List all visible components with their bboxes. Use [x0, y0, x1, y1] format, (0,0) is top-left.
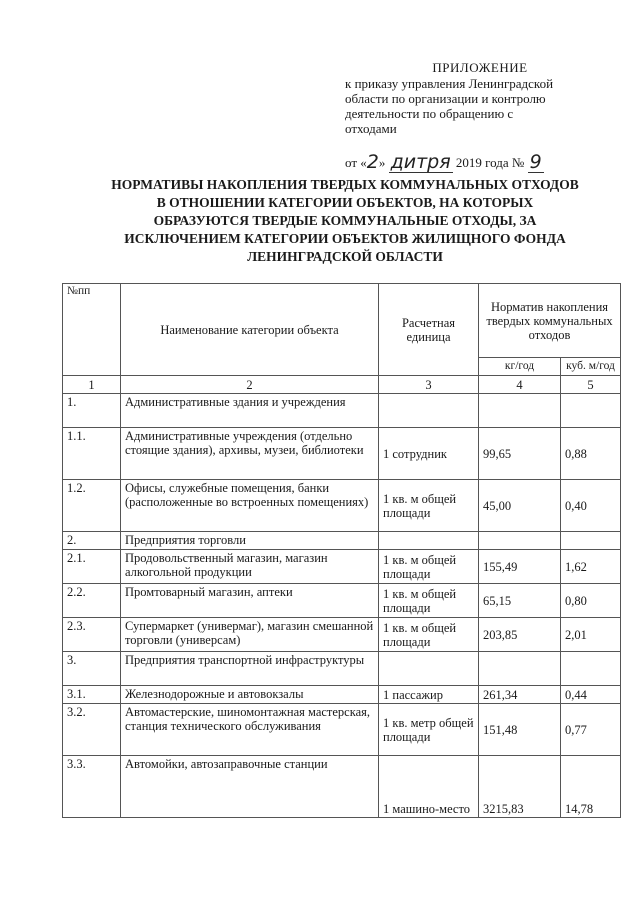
row-num: 3. [63, 652, 121, 686]
row-m3 [561, 532, 621, 550]
row-name: Автомойки, автозаправочные станции [121, 756, 379, 818]
order-mid: » [378, 155, 386, 170]
header-unit: Расчетная единица [379, 284, 479, 376]
table-row [63, 394, 621, 428]
header-num: №пп [63, 284, 121, 376]
row-kg: 151,48 [479, 704, 561, 756]
row-unit: 1 кв. м общей площади [379, 618, 479, 652]
table-row [63, 480, 621, 532]
row-kg: 99,65 [479, 428, 561, 480]
row-name: Предприятия торговли [121, 532, 379, 550]
row-m3: 0,44 [561, 686, 621, 704]
row-kg: 65,15 [479, 584, 561, 618]
row-name: Железнодорожные и автовокзалы [121, 686, 379, 704]
col-number: 5 [561, 376, 621, 394]
row-num: 1. [63, 394, 121, 428]
row-m3: 1,62 [561, 550, 621, 584]
row-name: Предприятия транспортной инфраструктуры [121, 652, 379, 686]
title-line: ИСКЛЮЧЕНИЕМ КАТЕГОРИИ ОБЪЕКТОВ ЖИЛИЩНОГО ФОНДА [124, 231, 566, 246]
table-row [63, 584, 621, 618]
norms-table [62, 283, 621, 818]
table-row [63, 428, 621, 480]
order-day: 2 [366, 151, 379, 173]
title-line: В ОТНОШЕНИИ КАТЕГОРИИ ОБЪЕКТОВ, НА КОТОРЫХ [156, 195, 534, 210]
table-row [63, 652, 621, 686]
row-num: 3.2. [63, 704, 121, 756]
row-m3: 2,01 [561, 618, 621, 652]
table-row [63, 704, 621, 756]
column-numbers-row [63, 376, 621, 394]
appendix-line: деятельности по обращению с [345, 106, 514, 121]
appendix-block [345, 60, 615, 136]
table-row [63, 618, 621, 652]
appendix-title: ПРИЛОЖЕНИЕ [432, 60, 528, 75]
table-row [63, 756, 621, 818]
order-month: дитря [390, 151, 451, 173]
table-header-row [63, 284, 621, 358]
row-kg [479, 394, 561, 428]
row-kg [479, 532, 561, 550]
order-year: 2019 года № [455, 155, 525, 170]
order-number: 9 [529, 151, 542, 173]
order-prefix: от « [345, 155, 367, 170]
row-kg: 203,85 [479, 618, 561, 652]
row-num: 2.2. [63, 584, 121, 618]
row-num: 3.1. [63, 686, 121, 704]
row-num: 2.3. [63, 618, 121, 652]
row-m3: 0,77 [561, 704, 621, 756]
row-num: 1.1. [63, 428, 121, 480]
row-kg [479, 652, 561, 686]
col-number: 3 [379, 376, 479, 394]
row-unit: 1 машино-место [379, 756, 479, 818]
row-m3 [561, 652, 621, 686]
row-unit [379, 532, 479, 550]
row-unit: 1 пассажир [379, 686, 479, 704]
row-num: 2.1. [63, 550, 121, 584]
row-name: Административные учреждения (отдельно стоящие здания), архивы, музеи, библиотеки [121, 428, 379, 480]
row-name: Супермаркет (универмаг), магазин смешанной торговли (универсам) [121, 618, 379, 652]
row-name: Продовольственный магазин, магазин алкогольной продукции [121, 550, 379, 584]
row-name: Промтоварный магазин, аптеки [121, 584, 379, 618]
appendix-line: области по организации и контролю [345, 91, 546, 106]
row-num: 2. [63, 532, 121, 550]
row-m3: 0,40 [561, 480, 621, 532]
header-m3: куб. м/год [561, 358, 621, 376]
title-line: ОБРАЗУЮТСЯ ТВЕРДЫЕ КОММУНАЛЬНЫЕ ОТХОДЫ, ЗА [153, 213, 537, 228]
row-kg: 3215,83 [479, 756, 561, 818]
row-unit: 1 сотрудник [379, 428, 479, 480]
row-unit: 1 кв. м общей площади [379, 550, 479, 584]
row-m3 [561, 394, 621, 428]
col-number: 4 [479, 376, 561, 394]
appendix-line: к приказу управления Ленинградской [345, 76, 554, 91]
row-unit: 1 кв. м общей площади [379, 584, 479, 618]
row-unit: 1 кв. метр общей площади [379, 704, 479, 756]
title-line: ЛЕНИНГРАДСКОЙ ОБЛАСТИ [247, 249, 443, 264]
title-line: НОРМАТИВЫ НАКОПЛЕНИЯ ТВЕРДЫХ КОММУНАЛЬНЫХ ОТХОДОВ [111, 177, 579, 192]
header-kg: кг/год [479, 358, 561, 376]
row-kg: 155,49 [479, 550, 561, 584]
row-kg: 45,00 [479, 480, 561, 532]
row-name: Автомастерские, шиномонтажная мастерская, станция технического обслуживания [121, 704, 379, 756]
row-m3: 0,80 [561, 584, 621, 618]
order-line [345, 150, 544, 173]
row-unit [379, 394, 479, 428]
col-number: 1 [63, 376, 121, 394]
appendix-line: отходами [345, 121, 397, 136]
table-row [63, 550, 621, 584]
header-name: Наименование категории объекта [121, 284, 379, 376]
document-title [75, 176, 615, 266]
table-row [63, 532, 621, 550]
row-unit [379, 652, 479, 686]
row-m3: 0,88 [561, 428, 621, 480]
col-number: 2 [121, 376, 379, 394]
row-name: Административные здания и учреждения [121, 394, 379, 428]
row-num: 3.3. [63, 756, 121, 818]
row-m3: 14,78 [561, 756, 621, 818]
row-kg: 261,34 [479, 686, 561, 704]
row-name: Офисы, служебные помещения, банки (расположенные во встроенных помещениях) [121, 480, 379, 532]
header-norm: Норматив накопления твердых коммунальных отходов [479, 284, 621, 358]
row-unit: 1 кв. м общей площади [379, 480, 479, 532]
table-row [63, 686, 621, 704]
row-num: 1.2. [63, 480, 121, 532]
